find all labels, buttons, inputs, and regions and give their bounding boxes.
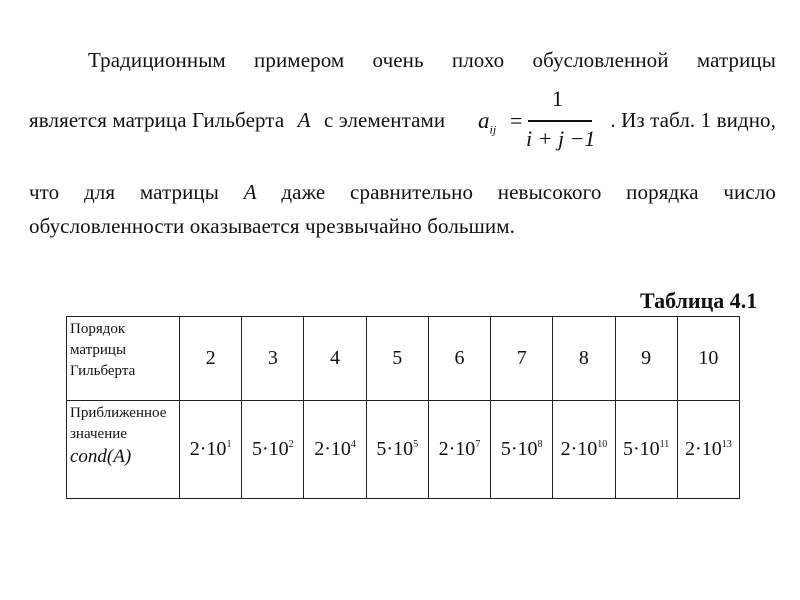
table-row-cond xyxy=(67,401,740,499)
word: сравнительно xyxy=(350,180,474,204)
formula-denominator: i + j −1 xyxy=(526,126,596,151)
word: что xyxy=(29,180,60,204)
order-cell: 8 xyxy=(553,317,615,401)
word: для xyxy=(83,180,116,204)
table-row-order xyxy=(67,317,740,401)
cond-value-cell: $5\cdot 10^5$ xyxy=(366,401,428,499)
cond-value-cell: $2\cdot 10^{13}$ xyxy=(677,401,739,499)
cond-value-cell: $5\cdot 10^2$ xyxy=(242,401,304,499)
word: очень xyxy=(372,48,424,72)
cond-value-cell: $5\cdot 10^8$ xyxy=(491,401,553,499)
fraction-bar xyxy=(528,120,592,122)
text-segment: . Из табл. 1 видно, xyxy=(610,108,776,132)
cond-label: cond(A) xyxy=(70,446,132,467)
cond-value-cell: $2\cdot 10^4$ xyxy=(304,401,366,499)
table-caption: Таблица 4.1 xyxy=(640,288,758,313)
order-cell: 2 xyxy=(180,317,242,401)
word: невысокого xyxy=(497,180,602,204)
word: обусловленной xyxy=(532,48,669,72)
row-header-order: Порядок матрицы Гильберта xyxy=(67,317,180,401)
word: плохо xyxy=(451,48,505,72)
text-segment: является матрица Гильберта xyxy=(29,108,285,132)
word: матрицы xyxy=(139,180,219,204)
order-cell: 7 xyxy=(491,317,553,401)
cond-value-cell: $5\cdot 10^{11}$ xyxy=(615,401,677,499)
order-cell: 10 xyxy=(677,317,739,401)
hilbert-cond-table xyxy=(66,316,740,499)
word: примером xyxy=(254,48,345,72)
hilbert-element-formula xyxy=(478,86,598,158)
text-segment: с элементами xyxy=(323,108,446,132)
formula-equals: = xyxy=(510,108,523,133)
word: Традиционным xyxy=(88,48,226,72)
order-cell: 3 xyxy=(242,317,304,401)
paragraph-line-3 xyxy=(29,180,776,204)
order-cell: 6 xyxy=(428,317,490,401)
word: число xyxy=(723,180,776,204)
paragraph-line-4 xyxy=(29,214,589,238)
cond-value-cell: $2\cdot 10^{10}$ xyxy=(553,401,615,499)
word: порядка xyxy=(626,180,699,204)
text-segment: обусловленности оказывается чрезвычайно большим. xyxy=(29,214,515,238)
formula-numerator: 1 xyxy=(552,86,563,111)
formula-lhs: $a_{ij}$ xyxy=(478,108,497,137)
word: матрицы xyxy=(696,48,776,72)
order-cell: 4 xyxy=(304,317,366,401)
matrix-symbol: A xyxy=(297,108,311,132)
cond-value-cell: $2\cdot 10^1$ xyxy=(180,401,242,499)
word: даже xyxy=(281,180,326,204)
paragraph-line-2-tail xyxy=(594,108,776,132)
row-header-cond: Приближенное значение cond(A) xyxy=(67,401,180,499)
cond-value-cell: $2\cdot 10^7$ xyxy=(428,401,490,499)
paragraph-line-1 xyxy=(88,48,776,72)
order-cell: 9 xyxy=(615,317,677,401)
matrix-symbol: A xyxy=(243,180,257,204)
order-cell: 5 xyxy=(366,317,428,401)
